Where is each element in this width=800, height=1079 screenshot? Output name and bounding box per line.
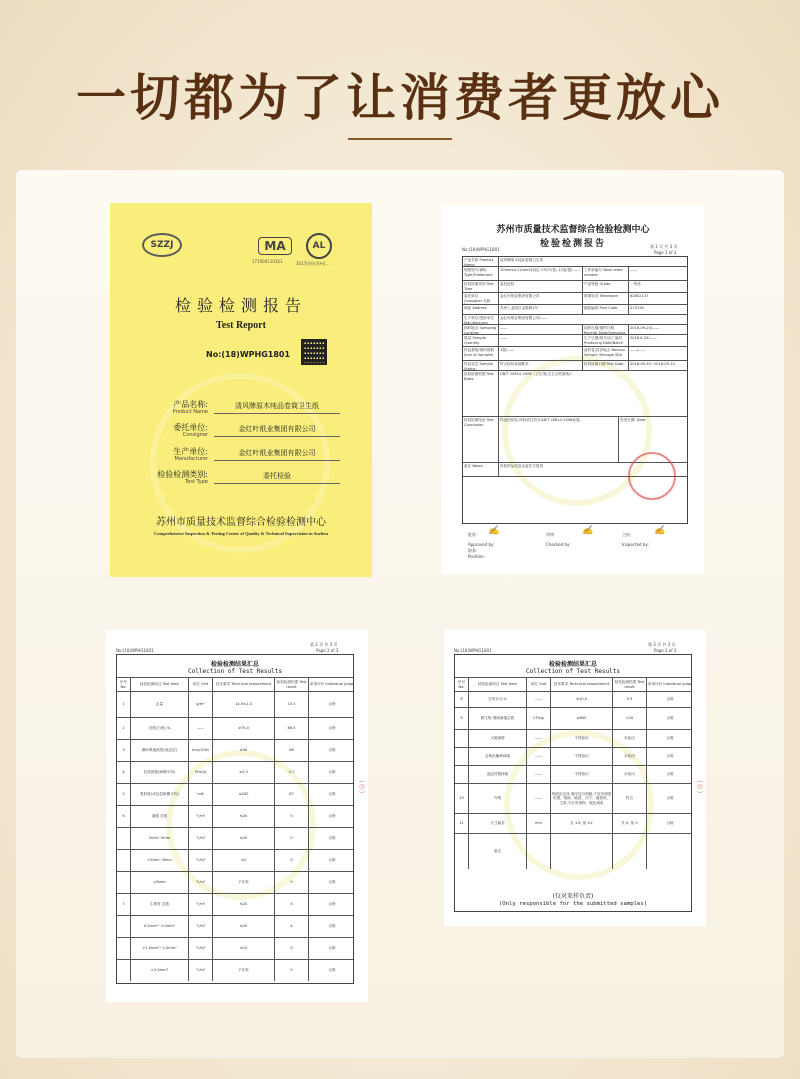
cover-title: 检验检测报告 — [174, 296, 307, 315]
page2-cell: 合格 — [328, 836, 336, 841]
page3-cell: 合格 — [666, 697, 674, 702]
page2-row — [117, 805, 353, 827]
page2-cell: 合格 — [328, 702, 336, 707]
field-value: 清风牌原木纯品卷筒卫生纸 — [214, 401, 340, 414]
page2-row — [117, 783, 353, 805]
page1-cell: 100mm×110mm(3层) 270节/卷; 12卷/提/—— — [499, 267, 583, 280]
page2-cell: mm/100s — [189, 740, 213, 761]
page1-cell: 检验检测结论 Test Conclusion — [463, 417, 499, 462]
page2-cell: 0 — [275, 960, 309, 981]
page3-cell: CFU/g — [527, 708, 551, 729]
checked-label-en: Checked by: — [546, 542, 571, 547]
field-test-type — [110, 469, 372, 491]
page1-cell: 2018.8.25/—— — [630, 336, 657, 340]
page3-cell: 合格 — [666, 772, 674, 777]
page3-header-cell: 序号 No. — [455, 678, 469, 691]
page1-cell: 一等品 — [630, 282, 641, 286]
page2-cell: 柔软度(成品层纵横平均) — [131, 784, 189, 805]
page2-cell: 4 — [275, 894, 309, 915]
page2-results-table — [116, 654, 354, 984]
page2-cell — [117, 916, 131, 937]
page3-table-title-en: Collection of Test Results — [526, 668, 620, 675]
page2-cell: ≤200 — [213, 784, 275, 805]
page3-cell: 微生物 细菌菌落总数 — [469, 708, 527, 729]
page2-cell: 合格 — [328, 924, 336, 929]
page2-row — [117, 717, 353, 739]
page3-cell: 5.5 — [613, 692, 647, 707]
page1-cell: 检验检测依据 Test Basis — [463, 371, 499, 416]
page3-cell: 交货水分,% — [469, 692, 527, 707]
page1-page-en: Page 1 of 3 — [654, 250, 677, 255]
page2-header-row — [117, 677, 353, 691]
page3-cell: mm — [527, 814, 551, 833]
field-value: 金红叶纸业集团有限公司 — [214, 448, 340, 461]
page3-note: (仅对来样负责) — [552, 893, 594, 900]
page2-row — [117, 827, 353, 849]
page1-cell: 2018-09-20/—— — [630, 326, 660, 330]
page2-cell: 合格 — [328, 946, 336, 951]
page2-cell: >5mm~8mm — [131, 850, 189, 871]
red-seal-icon — [628, 452, 676, 500]
report-cover[interactable] — [110, 203, 372, 577]
page1-cell: GB/T 20810-2006《卫生纸(含卫生纸原纸)》 — [500, 372, 575, 376]
approved-label-en: Approved by: — [468, 542, 495, 547]
page2-page-en: Page 2 of 3 — [316, 648, 339, 653]
position-label: 职务: — [468, 548, 478, 553]
page3-cell: 合格 — [666, 716, 674, 721]
page2-cell: 尘埃度 总数 — [131, 894, 189, 915]
page2-cell: 横向吸液高度(成品层) — [131, 740, 189, 761]
page3-cell: 不得检出 — [551, 730, 613, 747]
page2-cell: 个/m² — [189, 894, 213, 915]
page1-cell: 检验检测日期 Test Date — [583, 361, 629, 370]
page3-page: 第 3 页 共 3 页 — [648, 642, 676, 647]
page3-cell: 未检出 — [613, 748, 647, 765]
page2-cell: 合格 — [328, 968, 336, 973]
page2-cell: 4.7 — [275, 762, 309, 783]
page3-table-title: 检验检测结果汇总 — [548, 661, 597, 668]
page1-cell: 62802137 — [630, 294, 649, 298]
page1-row — [463, 325, 687, 335]
cma-logo-icon: MA — [258, 237, 292, 255]
field-label-en: Consigner — [182, 432, 208, 438]
page1-cell: 符合检验检测要求 — [499, 361, 583, 370]
page1-cell: 生产日期/批号/出厂编号 Producing Date/Batch — [583, 335, 629, 346]
page3-cell: 长 0; 宽 0 — [613, 814, 647, 833]
page2-cell: ≥2.0 — [213, 762, 275, 783]
page3-cell: 合格 — [666, 754, 674, 759]
page1-cell: 工作单编号 Work order number — [583, 267, 629, 280]
page2-cell: 合格 — [328, 902, 336, 907]
inspected-label: 主检: — [622, 532, 632, 537]
page2-header-cell: 单项评价 Individual judge — [309, 682, 355, 687]
page2-row — [117, 739, 353, 761]
page3-cell: 备注 — [469, 834, 527, 869]
page2-row — [117, 849, 353, 871]
page2-cell: ≤20 — [213, 916, 275, 937]
page3-cell: —— — [527, 692, 551, 707]
page2-cell: 7 — [117, 894, 131, 915]
page2-cell: 定量 — [131, 692, 189, 717]
page2-cell: 洞眼 总数 — [131, 806, 189, 827]
page3-cell: —— — [527, 748, 551, 765]
page3-cell — [455, 766, 469, 783]
field-label: 委托单位: — [173, 423, 208, 432]
page2-cell: 0 — [275, 806, 309, 827]
page1-cell: 样品基数/抽样基数 Sum of Samples — [463, 347, 499, 360]
side-seal-icon: ⟨◎⟩ — [358, 780, 366, 794]
page1-row — [463, 347, 687, 361]
page1-header-title: 检验检测报告 — [539, 239, 606, 249]
page2-cell: N·m/g — [189, 762, 213, 783]
field-label-en: Product Name — [172, 409, 208, 415]
szzj-logo-icon: SZZJ — [142, 233, 182, 257]
page1-cell: —— — [499, 325, 583, 334]
page1-cell: ——/—— — [630, 348, 646, 352]
page1-cell: 金红叶纸业集团有限公司 — [499, 293, 583, 304]
page2-header-cell: 检验检测项目 Test Item — [131, 678, 189, 691]
field-value: 委托检验 — [214, 471, 340, 484]
page2-cell: 合格 — [328, 858, 336, 863]
page1-row — [463, 335, 687, 347]
page3-cell: —— — [527, 784, 551, 813]
page1-cell: 苏州工业园区金胜路1号 — [499, 305, 583, 314]
page2-cell: ≤10 — [213, 938, 275, 959]
page2-row — [117, 915, 353, 937]
page3-cell: 不得检出 — [551, 766, 613, 783]
page3-cell: 外观 — [469, 784, 527, 813]
page1-row — [463, 371, 687, 417]
page2-cell: 0 — [275, 850, 309, 871]
page3-cell — [647, 834, 693, 869]
field-label: 产品名称: — [173, 400, 208, 409]
page1-row — [463, 267, 687, 281]
page2-page: 第 2 页 共 3 页 — [310, 642, 338, 647]
report-page-3[interactable] — [444, 630, 706, 926]
page2-cell — [117, 850, 131, 871]
page3-number: No:(18)WPHG1801 — [454, 648, 492, 653]
page2-cell: 合格 — [328, 814, 336, 819]
field-label-en: Manufacturer — [174, 456, 208, 462]
page3-cell: 8 — [455, 692, 469, 707]
page2-cell: 个/m² — [189, 828, 213, 849]
page3-cell: ≤10.0 — [551, 692, 613, 707]
page3-cell: 未检出 — [613, 730, 647, 747]
page3-cell: —— — [527, 766, 551, 783]
page2-cell: 6 — [117, 806, 131, 827]
page2-cell: ≤20 — [213, 828, 275, 849]
page1-cell: 1提/—— — [499, 347, 583, 360]
page2-row — [117, 937, 353, 959]
page3-cell: 不得检出 — [551, 748, 613, 765]
page3-cell: 长 ±3; 宽 ±2 — [551, 814, 613, 833]
page2-table-title: 检验检测结果汇总 — [210, 661, 259, 668]
field-label: 检验检测类别: — [157, 470, 208, 479]
page3-header-cell: 技术要求 Technical requirement — [551, 678, 613, 691]
checked-label: 审核: — [546, 532, 556, 537]
page2-cell: 个/m² — [189, 938, 213, 959]
page3-cell: 尺寸偏差 — [469, 814, 527, 833]
page1-cell: 备样量/封存地点 Backup Sample /Storage Site — [583, 347, 629, 360]
page3-row — [455, 833, 691, 869]
page2-header-cell: 序号 No. — [117, 678, 131, 691]
page1-cell: 规格型号/商标 Type/Trademark — [463, 267, 499, 280]
page1-cell: 清风牌原木纯品卷筒卫生纸 — [500, 258, 544, 262]
page3-cell: 9 — [455, 708, 469, 729]
page2-cell — [117, 828, 131, 849]
page-headline: 一切都为了让消费者更放心 — [76, 69, 724, 127]
page1-cell: 金红叶纸业集团有限公司/—— — [500, 316, 548, 320]
page3-row — [455, 729, 691, 747]
page3-header-row — [455, 677, 691, 691]
page3-row — [455, 691, 691, 707]
page1-cell: 2018-09-30~2018-09-14 — [630, 362, 675, 366]
page3-cell — [455, 748, 469, 765]
page3-cell: 金黄色葡萄球菌 — [469, 748, 527, 765]
page1-cell: 样品状态 Sample Status — [463, 361, 499, 370]
page1-cell: 生产单位/受检单位 Manufacturer — [463, 315, 499, 324]
page1-cell: 签发日期: Date — [620, 418, 646, 422]
position-label-en: Position: — [468, 554, 485, 559]
page3-cell: 溶血性链球菌 — [469, 766, 527, 783]
page3-cell: 纸面应洁净,皱纹均匀细腻,不应有明显死褶、残缺、破损、沙子、硬质块、生纸,不应有掉粉、脱色现象 — [551, 784, 613, 813]
page2-cell: 87 — [275, 784, 309, 805]
field-label: 生产单位: — [173, 447, 208, 456]
page2-cell: 合格 — [328, 726, 336, 731]
page1-cell: 委托检验 — [499, 281, 583, 292]
page2-row — [117, 893, 353, 915]
page3-cell — [455, 730, 469, 747]
page2-header-cell: 单位 Unit — [189, 678, 213, 691]
page2-cell: 4 — [117, 762, 131, 783]
page3-header-cell: 单位 Unit — [527, 678, 551, 691]
page3-cell: 10 — [455, 784, 469, 813]
page2-cell: 66 — [275, 740, 309, 761]
page1-cell: 备注 Notes — [463, 463, 499, 476]
page3-row — [455, 783, 691, 813]
page2-cell: 个/m² — [189, 960, 213, 981]
page2-cell: 2mm~5mm — [131, 828, 189, 849]
report-page-2[interactable] — [106, 630, 368, 1002]
page2-cell: ≤20 — [213, 894, 275, 915]
page2-cell: —— — [189, 718, 213, 739]
cover-org-en: Comprehensive Inspection & Testing Center of Quality & Technical Supervision in Suzhou — [154, 531, 328, 536]
page3-header-cell: 单项评价 Individual judge — [647, 682, 693, 687]
page3-cell: 11 — [455, 814, 469, 833]
cover-title-en: Test Report — [216, 320, 266, 331]
page3-note-en: (Only responsible for the submitted samples) — [498, 901, 648, 907]
page2-cell: 3 — [117, 740, 131, 761]
page2-cell: 个/m² — [189, 850, 213, 871]
page2-cell: 个/m² — [189, 916, 213, 937]
page3-cell: 合格 — [666, 796, 674, 801]
page2-cell: >2.0mm² — [131, 960, 189, 981]
page2-cell: 不应有 — [213, 960, 275, 981]
page1-row — [463, 281, 687, 293]
page1-number: No:(18)WPHG1801 — [462, 247, 500, 252]
page2-cell: >1.0mm²~2.0mm² — [131, 938, 189, 959]
side-seal-icon: ⟨◎⟩ — [696, 780, 704, 794]
report-number: No:(18)WPHG1801 — [206, 350, 291, 359]
inspected-signature: ✍ — [654, 526, 666, 536]
page1-cell: —— — [630, 268, 638, 272]
page3-page-en: Page 3 of 3 — [654, 648, 677, 653]
page2-cell: 合格 — [328, 770, 336, 775]
cal-logo-icon: AL — [306, 233, 332, 259]
page1-cell: 地址 Address — [463, 305, 499, 314]
page1-row — [463, 361, 687, 371]
page1-cell: 数量 Sample Quantity — [463, 335, 499, 346]
page1-page: 第 1 页 共 3 页 — [650, 244, 678, 249]
cal-number: 2017质检(苏州)… — [296, 261, 330, 266]
page2-cell: ≤2 — [213, 850, 275, 871]
page3-cell: 大肠菌群 — [469, 730, 527, 747]
page2-cell: 不应有 — [213, 872, 275, 893]
field-value: 金红叶纸业集团有限公司 — [214, 424, 340, 437]
page3-results-table — [454, 654, 692, 912]
page2-cell: 0 — [275, 872, 309, 893]
page2-cell: 0.2mm²~1.0mm² — [131, 916, 189, 937]
field-manufacturer — [110, 446, 372, 468]
page3-cell: 合格 — [666, 736, 674, 741]
page2-cell: g/m² — [189, 692, 213, 717]
cover-org: 苏州市质量技术监督综合检验检测中心 — [156, 517, 326, 528]
page2-cell: 合格 — [328, 880, 336, 885]
page2-table-title-en: Collection of Test Results — [188, 668, 282, 675]
page2-cell: 15.5 — [275, 692, 309, 717]
page3-cell — [551, 834, 613, 869]
page3-cell: ≤600 — [551, 708, 613, 729]
page2-row — [117, 691, 353, 717]
report-page-1[interactable] — [442, 206, 704, 574]
page1-cell: —— — [499, 335, 583, 346]
page1-cell: 邮政编码 Post Code — [583, 305, 629, 314]
qr-code-icon — [301, 339, 327, 365]
page2-cell: 抗张指数(纵横平均) — [131, 762, 189, 783]
page2-header-cell: 检验检测结果 Test result — [275, 678, 309, 691]
page2-cell: ≤20 — [213, 806, 275, 827]
page1-header-org: 苏州市质量技术监督综合检验检测中心 — [496, 225, 650, 235]
page3-row — [455, 813, 691, 833]
page1-cell: 抽样地点 Sampling Location — [463, 325, 499, 334]
approved-label: 批准: — [468, 532, 478, 537]
headline-divider — [348, 138, 452, 140]
page1-cell: 所检样品信息由委托方提供 — [500, 464, 544, 468]
page3-header-cell: 检验检测项目 Test Item — [469, 678, 527, 691]
page2-cell: 14.9±1.0 — [213, 692, 275, 717]
page1-cell: 联系电话 Telephone — [583, 293, 629, 304]
page1-cell: 检验检测类别 Test Type — [463, 281, 499, 292]
page3-cell: 合格 — [666, 821, 674, 826]
page2-row — [117, 761, 353, 783]
page2-number: No:(18)WPHG1801 — [116, 648, 154, 653]
page2-cell: 1 — [117, 692, 131, 717]
page2-cell: >8mm — [131, 872, 189, 893]
page2-cell — [117, 938, 131, 959]
page3-cell — [527, 834, 551, 869]
page2-cell: 4 — [275, 916, 309, 937]
page3-cell — [613, 834, 647, 869]
page1-cell: 委托单位 Consigner 名称 — [463, 293, 499, 304]
page2-header-cell: 技术要求 Technical requirement — [213, 678, 275, 691]
page1-cell: 样品经检验,所检项目符合GB/T 20810-2006标准。 — [499, 417, 619, 462]
page1-row — [463, 257, 687, 267]
field-consigner — [110, 422, 372, 444]
page2-cell — [117, 872, 131, 893]
page2-cell: 86.5 — [275, 718, 309, 739]
page2-row — [117, 959, 353, 981]
inspected-label-en: Inspected by: — [622, 542, 649, 547]
page3-row — [455, 765, 691, 783]
page1-cell: 215126 — [630, 306, 644, 310]
page2-cell: ≥30 — [213, 740, 275, 761]
page1-row — [463, 293, 687, 305]
page2-cell: 个/m² — [189, 872, 213, 893]
field-label-en: Test Type — [185, 479, 208, 485]
page2-cell: 2 — [117, 718, 131, 739]
page2-cell: 5 — [117, 784, 131, 805]
page2-cell — [117, 960, 131, 981]
page2-cell: 个/m² — [189, 806, 213, 827]
page1-cell: 产品名称 Product Name — [463, 257, 499, 266]
page3-cell: —— — [527, 730, 551, 747]
page3-cell: 未检出 — [613, 766, 647, 783]
page3-header-cell: 检验检测结果 Test result — [613, 678, 647, 691]
page3-row — [455, 707, 691, 729]
cma-number: 171000110361 — [252, 259, 283, 264]
page2-cell: ≥75.0 — [213, 718, 275, 739]
page2-cell: mN — [189, 784, 213, 805]
page1-cell: 抽样日期/抽样日期 Receipt Date/Sampling — [583, 325, 629, 334]
checked-signature: ✍ — [582, 526, 594, 536]
page2-cell: 合格 — [328, 748, 336, 753]
page2-cell: 合格 — [328, 792, 336, 797]
approved-signature: ✍ — [488, 526, 500, 536]
page1-row — [463, 315, 687, 325]
page3-cell — [455, 834, 469, 869]
page2-cell: 0 — [275, 828, 309, 849]
page1-row — [463, 305, 687, 315]
page2-cell: 0 — [275, 938, 309, 959]
page1-cell: 产品等级 Grade — [583, 281, 629, 292]
page3-cell: <20 — [613, 708, 647, 729]
page3-cell: 符合 — [613, 784, 647, 813]
page3-row — [455, 747, 691, 765]
page2-row — [117, 871, 353, 893]
page2-cell: 亮度(白度),% — [131, 718, 189, 739]
field-product-name — [110, 399, 372, 421]
